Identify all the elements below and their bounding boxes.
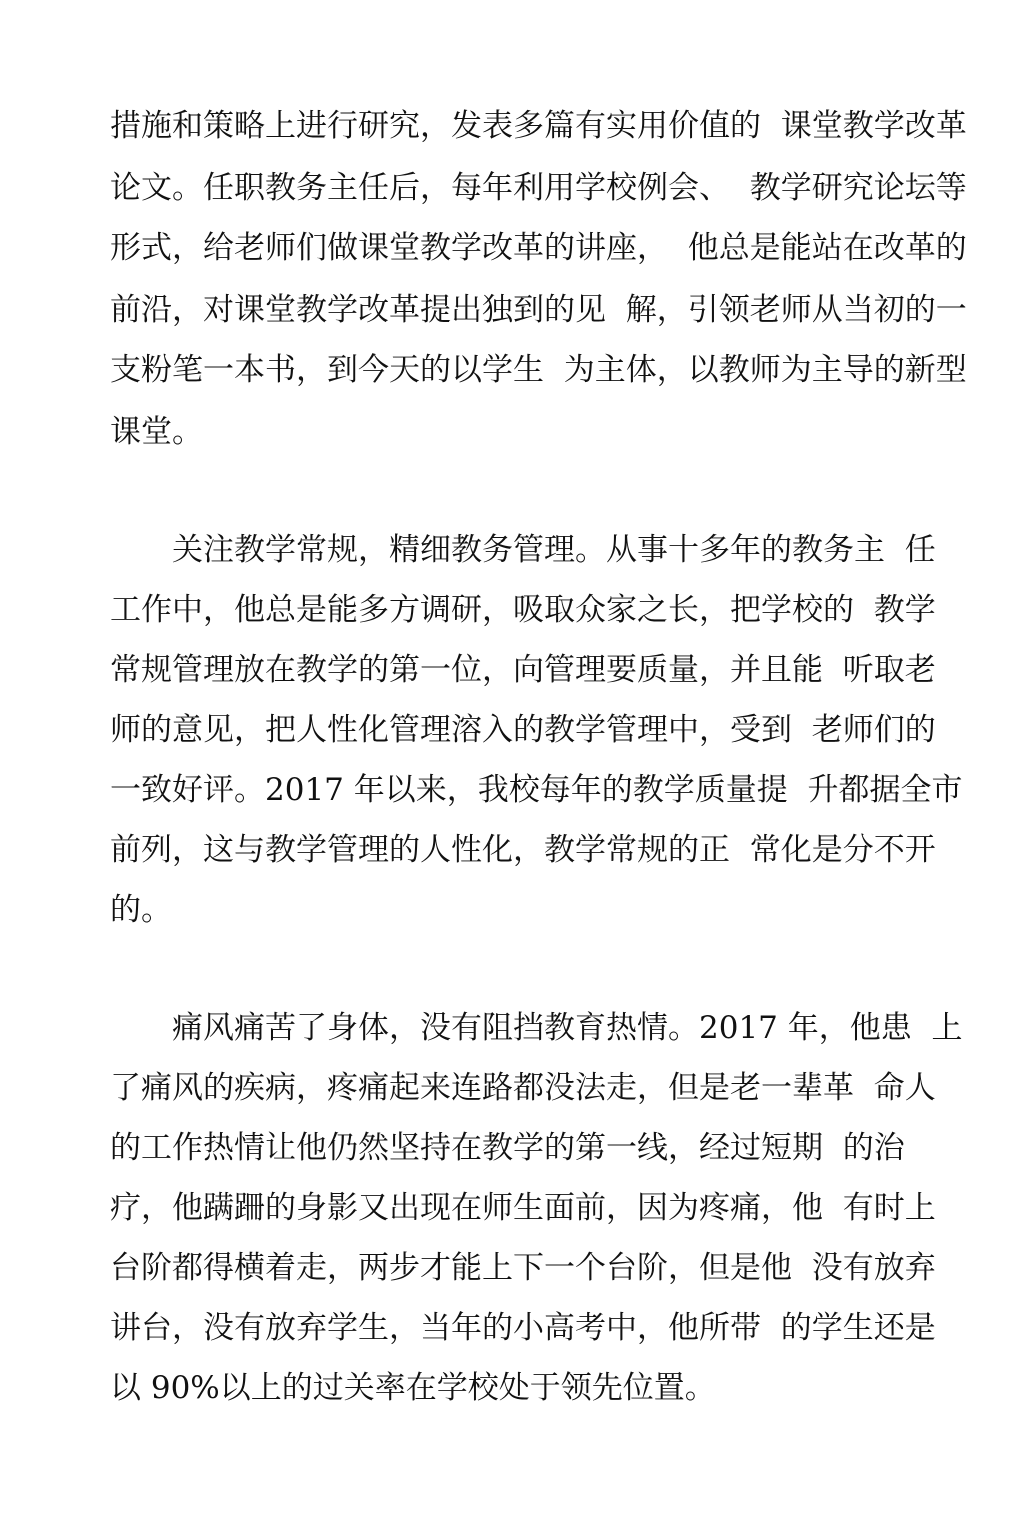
text-line: 的。 xyxy=(110,892,172,928)
text-line: 形式，给老师们做课堂教学改革的讲座， 他总是能站在改革的 xyxy=(110,230,967,266)
text-line: 以 90%以上的过关率在学校处于领先位置。 xyxy=(110,1370,716,1406)
text-line: 讲台，没有放弃学生，当年的小高考中，他所带 的学生还是 xyxy=(110,1310,936,1346)
text-line: 师的意见，把人性化管理溶入的教学管理中，受到 老师们的 xyxy=(110,712,936,748)
text-line: 论文。任职教务主任后，每年利用学校例会、 教学研究论坛等 xyxy=(110,170,967,206)
text-line: 关注教学常规，精细教务管理。从事十多年的教务主 任 xyxy=(172,532,936,568)
text-line: 痛风痛苦了身体，没有阻挡教育热情。2017 年，他患 上 xyxy=(172,1010,963,1046)
text-line: 措施和策略上进行研究，发表多篇有实用价值的 课堂教学改革 xyxy=(110,108,967,144)
text-line: 疗，他蹒跚的身影又出现在师生面前，因为疼痛，他 有时上 xyxy=(110,1190,936,1226)
text-line: 了痛风的疾病，疼痛起来连路都没法走，但是老一辈革 命人 xyxy=(110,1070,936,1106)
text-line: 台阶都得横着走，两步才能上下一个台阶，但是他 没有放弃 xyxy=(110,1250,936,1286)
text-line: 的工作热情让他仍然坚持在教学的第一线，经过短期 的治 xyxy=(110,1130,905,1166)
text-line: 前沿，对课堂教学改革提出独到的见 解，引领老师从当初的一 xyxy=(110,292,967,328)
text-line: 工作中，他总是能多方调研，吸取众家之长，把学校的 教学 xyxy=(110,592,936,628)
text-line: 前列，这与教学管理的人性化，教学常规的正 常化是分不开 xyxy=(110,832,936,868)
text-line: 一致好评。2017 年以来，我校每年的教学质量提 升都据全市 xyxy=(110,772,963,808)
text-line: 支粉笔一本书，到今天的以学生 为主体，以教师为主导的新型 xyxy=(110,352,967,388)
text-line: 课堂。 xyxy=(110,414,203,450)
text-line: 常规管理放在教学的第一位，向管理要质量，并且能 听取老 xyxy=(110,652,936,688)
